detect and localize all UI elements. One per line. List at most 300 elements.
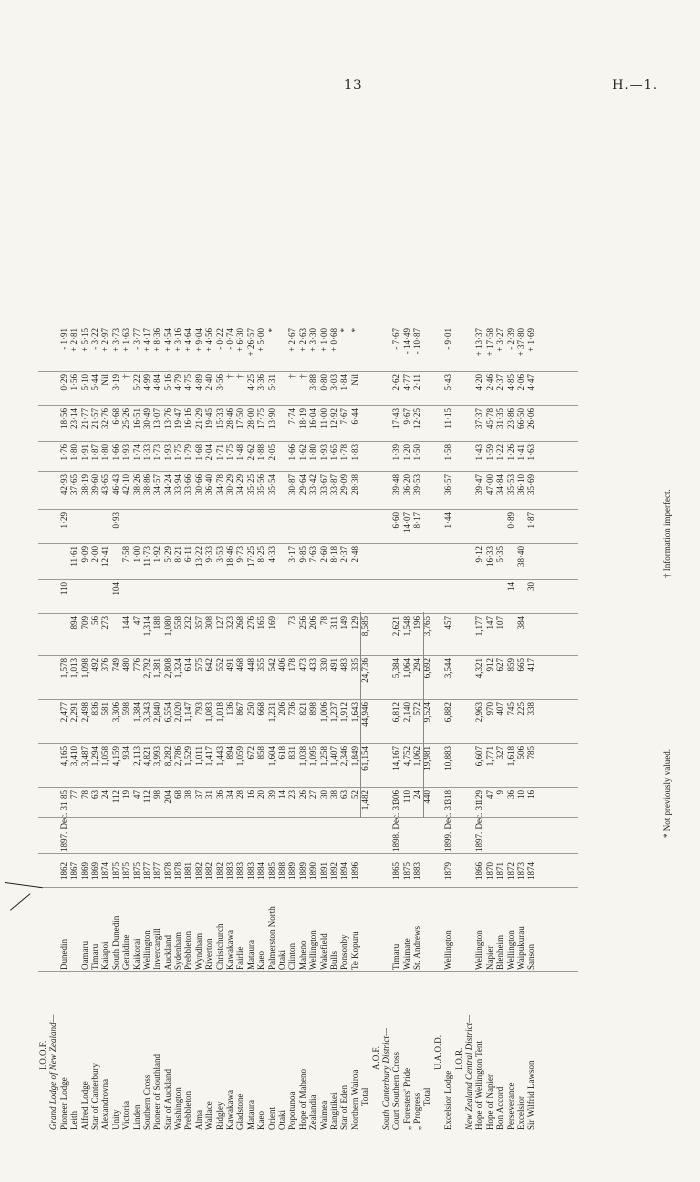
table-cell: 0·80 (318, 374, 329, 391)
table-cell: + 13·37 (474, 328, 485, 357)
table-cell: - 3·22 (89, 328, 100, 350)
column-c10 (38, 444, 537, 470)
table-cell (433, 328, 443, 370)
table-cell (464, 328, 474, 370)
table-cell (433, 546, 443, 578)
table-cell: 1·75 (225, 444, 236, 461)
table-cell: 618 (276, 746, 287, 760)
table-cell (422, 546, 432, 578)
table-cell (80, 582, 90, 612)
table-cell: Total (422, 1087, 433, 1106)
table-cell: 1·62 (297, 444, 308, 461)
table-cell: 0·89 (505, 512, 516, 529)
column-c1 (38, 790, 537, 816)
table-cell: 36 (214, 790, 225, 799)
table-cell: Wellington (505, 930, 516, 970)
table-cell: 323 (225, 616, 236, 630)
table-cell: 5·31 (266, 374, 277, 391)
table-cell: 1·29 (58, 512, 69, 529)
table-cell: + 4·64 (183, 328, 194, 352)
table-cell (339, 818, 349, 852)
table-cell: 188 (152, 616, 163, 630)
table-cell: 129 (349, 616, 360, 630)
table-cell: 1,443 (214, 746, 225, 767)
table-cell: 1,384 (131, 702, 142, 723)
table-cell: Kaikorai (131, 938, 142, 970)
column-c12 (38, 374, 537, 404)
table-cell: 39·48 (391, 474, 402, 495)
table-cell: 2·62 (245, 444, 256, 461)
table-cell (48, 746, 58, 786)
table-cell: 36 (505, 790, 516, 799)
table-cell (256, 512, 266, 542)
table-cell (277, 546, 287, 578)
table-cell (48, 856, 58, 886)
table-cell (381, 474, 391, 508)
table-cell: 1·65 (328, 444, 339, 461)
table-cell: 2·37 (339, 546, 350, 563)
table-cell: 12·41 (100, 546, 111, 567)
table-cell (371, 512, 381, 542)
table-cell: 4·85 (505, 374, 516, 391)
table-cell (454, 512, 464, 542)
table-cell (433, 374, 443, 404)
table-cell: 23 (287, 790, 298, 799)
table-cell: 376 (100, 658, 111, 672)
table-cell (319, 512, 329, 542)
table-cell: 34·57 (152, 474, 163, 495)
column-rule (38, 787, 578, 788)
table-cell (142, 582, 152, 612)
table-cell (256, 818, 266, 852)
table-cell (100, 582, 110, 612)
table-cell: 204 (162, 790, 173, 804)
table-cell: 1·71 (214, 444, 225, 461)
column-name (38, 980, 537, 1130)
table-cell: 1,771 (484, 746, 495, 767)
table-cell: Wellington (474, 930, 485, 970)
column-c2 (38, 746, 537, 786)
table-cell: + 2·67 (287, 328, 298, 352)
table-cell (163, 582, 173, 612)
table-cell: Sanson (526, 943, 537, 970)
table-cell: 30·49 (141, 408, 152, 429)
table-cell: 859 (505, 658, 516, 672)
table-cell (381, 890, 391, 970)
table-cell: New Zealand Central District— (464, 1014, 475, 1130)
table-cell: + 2·97 (100, 328, 111, 352)
table-cell: 14 (276, 790, 287, 799)
table-cell: 1881 (183, 862, 194, 880)
table-cell: 581 (100, 702, 111, 716)
table-cell (360, 328, 370, 370)
table-cell (132, 818, 142, 852)
table-cell (339, 582, 349, 612)
table-cell (350, 582, 360, 612)
table-cell (38, 444, 48, 470)
table-cell: 894 (69, 616, 80, 630)
table-cell (485, 512, 495, 542)
table-cell: 9·85 (297, 546, 308, 563)
table-cell (90, 818, 100, 852)
table-cell: 1·26 (505, 444, 516, 461)
table-cell: Unity (110, 1109, 121, 1130)
table-cell: 1·80 (100, 444, 111, 461)
table-cell (412, 818, 422, 852)
table-cell: 2·60 (318, 546, 329, 563)
table-cell: 147 (484, 616, 495, 630)
table-cell: 4·99 (141, 374, 152, 391)
table-cell: 34·78 (214, 474, 225, 495)
table-cell: + 8·36 (152, 328, 163, 352)
table-cell: 1889 (287, 862, 298, 880)
table-cell: 1·80 (308, 444, 319, 461)
table-cell: 1892 (328, 862, 339, 880)
table-cell: 4,321 (474, 658, 485, 679)
table-cell (59, 616, 69, 654)
table-cell: 24,736 (360, 658, 371, 683)
table-cell: 33·42 (308, 474, 319, 495)
table-cell: 45·78 (484, 408, 495, 429)
table-cell: 2·62 (391, 374, 402, 391)
table-cell: + 1·69 (526, 328, 537, 352)
table-cell: 1884 (256, 862, 267, 880)
table-cell (371, 546, 381, 578)
table-cell (48, 790, 58, 816)
table-cell: 1,147 (183, 702, 194, 723)
table-cell: 178 (287, 658, 298, 672)
table-cell: 4·77 (401, 374, 412, 391)
table-cell: 506 (515, 746, 526, 760)
table-cell: Grand Lodge of New Zealand— (48, 1014, 59, 1130)
table-cell: 776 (131, 658, 142, 672)
table-cell: 836 (89, 702, 100, 716)
column-rule (38, 853, 578, 854)
table-cell (38, 582, 48, 612)
table-cell: † (225, 374, 236, 379)
table-cell: 1·59 (484, 444, 495, 461)
table-cell (48, 512, 58, 542)
table-cell (454, 408, 464, 440)
table-cell: 5·43 (443, 374, 454, 391)
table-cell: - 10·87 (412, 328, 423, 355)
table-cell: Ponsonby (339, 934, 350, 970)
table-cell: Excelsior (515, 1096, 526, 1130)
table-cell: Christchurch (214, 923, 225, 970)
table-cell (422, 856, 432, 886)
table-cell: 1·79 (183, 444, 194, 461)
table-cell: 1,578 (58, 658, 69, 679)
table-cell: 38·86 (141, 474, 152, 495)
table-cell: 1,058 (100, 746, 111, 767)
table-cell (516, 582, 526, 612)
table-cell: 8·18 (328, 546, 339, 563)
table-cell (371, 374, 381, 404)
table-cell: 29·09 (339, 474, 350, 495)
table-cell: 0·29 (58, 374, 69, 391)
table-cell: 2,346 (339, 746, 350, 767)
table-cell: - 9·01 (443, 328, 454, 350)
table-cell: 6·60 (391, 512, 402, 529)
table-cell: Timaru (391, 943, 402, 970)
table-cell (433, 512, 443, 542)
table-cell: Wyndham (193, 933, 204, 970)
table-cell (454, 328, 464, 370)
table-cell: 894 (225, 746, 236, 760)
table-cell: 276 (245, 616, 256, 630)
table-cell: * (266, 328, 277, 333)
table-cell: 31·35 (495, 408, 506, 429)
table-cell (464, 582, 474, 612)
table-cell (267, 582, 277, 612)
table-cell: 73 (287, 616, 298, 625)
table-cell: 63 (89, 790, 100, 799)
table-cell: - 14·49 (401, 328, 412, 355)
table-cell: 136 (225, 702, 236, 716)
column-c9 (38, 474, 537, 508)
table-cell: 1888 (276, 862, 287, 880)
table-cell: 77 (69, 790, 80, 799)
table-cell: Northern Wairoa (349, 1069, 360, 1130)
table-cell (38, 408, 48, 440)
table-cell: + 17·58 (484, 328, 495, 357)
table-cell: 3,487 (79, 746, 90, 767)
table-cell (48, 444, 58, 470)
table-cell: 785 (526, 746, 537, 760)
table-cell: 709 (79, 616, 90, 630)
table-cell: Alma (193, 1110, 204, 1130)
table-cell (381, 790, 391, 816)
table-cell (464, 546, 474, 578)
table-cell: 1870 (484, 862, 495, 880)
table-cell: 14·07 (401, 512, 412, 533)
table-cell (142, 818, 152, 852)
table-cell (329, 512, 339, 542)
table-cell (204, 582, 214, 612)
table-cell: 5,384 (391, 658, 402, 679)
table-cell: 38 (328, 790, 339, 799)
table-cell (371, 582, 381, 612)
table-cell: 3·36 (256, 374, 267, 391)
table-cell: 38·19 (79, 474, 90, 495)
table-cell: + 6·30 (235, 328, 246, 352)
table-cell: Linden (131, 1104, 142, 1130)
table-cell: 3·19 (110, 374, 121, 391)
table-cell (183, 582, 193, 612)
table-cell: 1·83 (349, 444, 360, 461)
table-cell (433, 408, 443, 440)
table-cell: 6,607 (474, 746, 485, 767)
table-cell: 1,098 (79, 658, 90, 679)
table-cell: 11·61 (69, 546, 80, 567)
table-cell (90, 512, 100, 542)
table-cell (433, 702, 443, 742)
table-cell: 35·25 (245, 474, 256, 495)
table-cell: + 4·17 (141, 328, 152, 352)
table-cell: 2·06 (515, 374, 526, 391)
table-cell (215, 818, 225, 852)
table-cell: Hope of Maheno (297, 1069, 308, 1130)
table-cell (163, 512, 173, 542)
table-cell (371, 702, 381, 742)
table-cell: 13·90 (266, 408, 277, 429)
table-cell (246, 582, 256, 612)
table-cell (308, 818, 318, 852)
table-cell: 2·00 (89, 546, 100, 563)
table-cell: 542 (266, 658, 277, 672)
table-cell: + 37·80 (515, 328, 526, 357)
table-cell (267, 512, 277, 542)
table-cell: * (339, 328, 350, 333)
table-cell: Orient (266, 1107, 277, 1130)
table-cell: 5·29 (162, 546, 173, 563)
table-cell: 934 (121, 746, 132, 760)
table-cell (433, 444, 443, 470)
table-cell: Wallace (204, 1101, 215, 1130)
table-cell: 1898. Dec. 31 (391, 801, 402, 852)
table-cell: 1·00 (131, 546, 142, 563)
table-cell: 1882 (214, 862, 225, 880)
table-cell: 47 (131, 616, 142, 625)
table-cell: Sir Wilfrid Lawson (526, 1060, 537, 1130)
table-cell: 1872 (505, 862, 516, 880)
table-cell (69, 818, 79, 852)
table-cell: + 3·73 (110, 328, 121, 352)
table-cell: South Canterbury District— (380, 1027, 391, 1130)
table-cell (485, 582, 495, 612)
table-cell (464, 616, 474, 654)
table-cell (277, 512, 287, 542)
table-cell: 1,324 (173, 658, 184, 679)
table-cell: Gladstone (235, 1093, 246, 1130)
table-cell (277, 408, 287, 440)
table-cell: 3·56 (214, 374, 225, 391)
table-cell (329, 582, 339, 612)
table-cell: 1,294 (89, 746, 100, 767)
table-cell: 6·44 (349, 408, 360, 425)
table-cell (454, 474, 464, 508)
table-cell (100, 818, 110, 852)
table-cell: „ Progress (412, 1092, 423, 1130)
column-rule (38, 543, 578, 544)
table-cell (152, 818, 162, 852)
table-cell (38, 474, 48, 508)
table-cell: 13·07 (152, 408, 163, 429)
footnote-star: * Not previously valued. (662, 749, 672, 838)
table-cell: Napier (484, 945, 495, 970)
table-cell: Alexandrovna (100, 1079, 111, 1130)
table-cell: 4·84 (152, 374, 163, 391)
column-c11 (38, 408, 537, 440)
table-cell: 1883 (225, 862, 236, 880)
table-cell: 47 (484, 790, 495, 799)
table-cell (474, 512, 484, 542)
table-cell: 39·60 (89, 474, 100, 495)
table-cell (402, 582, 412, 612)
table-cell: 433 (308, 658, 319, 672)
table-cell: 440 (422, 790, 433, 804)
table-cell (422, 818, 432, 852)
table-cell: Wellington (443, 930, 454, 970)
table-cell: 2·04 (204, 444, 215, 461)
table-cell (111, 818, 121, 852)
table-cell: Clinton (287, 942, 298, 970)
table-cell: 37·37 (474, 408, 485, 429)
table-cell: 1,529 (183, 746, 194, 767)
table-cell: 1874 (100, 862, 111, 880)
table-cell (80, 818, 90, 852)
table-cell: 468 (235, 658, 246, 672)
table-cell (464, 374, 474, 404)
table-cell: 1878 (173, 862, 184, 880)
table-cell: 1·87 (89, 444, 100, 461)
table-cell (360, 444, 370, 470)
table-cell (454, 890, 464, 970)
column-rule (38, 509, 578, 510)
table-cell (319, 818, 329, 852)
table-cell: Perseverance (505, 1082, 516, 1130)
table-cell: Hope of Wellington Tent (474, 1040, 485, 1130)
table-cell (422, 408, 432, 440)
table-cell: 1896 (349, 862, 360, 880)
table-cell (422, 444, 432, 470)
table-cell: 14 (505, 582, 516, 591)
table-cell (443, 582, 453, 612)
table-cell: 56 (89, 616, 100, 625)
column-c4 (38, 658, 537, 698)
table-cell: 34·29 (235, 474, 246, 495)
table-cell: 38 (183, 790, 194, 799)
table-cell: Leith (69, 1111, 80, 1130)
table-cell (454, 582, 464, 612)
table-cell: 665 (515, 658, 526, 672)
table-cell (360, 546, 370, 578)
table-cell: 10,883 (443, 746, 454, 771)
table-cell: 4·79 (173, 374, 184, 391)
table-cell: 34·24 (162, 474, 173, 495)
table-cell (48, 818, 58, 852)
table-cell: 7·67 (339, 408, 350, 425)
table-cell: 867 (235, 702, 246, 716)
table-cell: 2,963 (474, 702, 485, 723)
table-cell (433, 746, 443, 786)
table-cell: 1,407 (328, 746, 339, 767)
table-cell: 1,643 (349, 702, 360, 723)
table-cell: 1·88 (256, 444, 267, 461)
table-cell: 17·43 (391, 408, 402, 429)
table-cell: 575 (193, 658, 204, 672)
table-cell (454, 444, 464, 470)
table-cell (433, 890, 443, 970)
table-cell (204, 512, 214, 542)
column-c6 (38, 582, 537, 612)
table-cell: Nil (100, 374, 111, 386)
table-cell: 33·87 (328, 474, 339, 495)
table-cell: 1·48 (235, 444, 246, 461)
table-cell: 3,765 (422, 616, 433, 637)
table-cell: 1·56 (69, 374, 80, 391)
table-cell (132, 582, 142, 612)
table-cell: 31 (204, 790, 215, 799)
table-cell: 112 (141, 790, 152, 804)
table-cell: „ Foresters' Pride (401, 1067, 412, 1130)
table-cell: 1,011 (193, 746, 204, 766)
table-cell (464, 746, 474, 786)
table-cell (371, 890, 381, 970)
table-cell: 43·65 (100, 474, 111, 495)
table-cell (371, 818, 381, 852)
table-cell: 61,154 (360, 746, 371, 771)
